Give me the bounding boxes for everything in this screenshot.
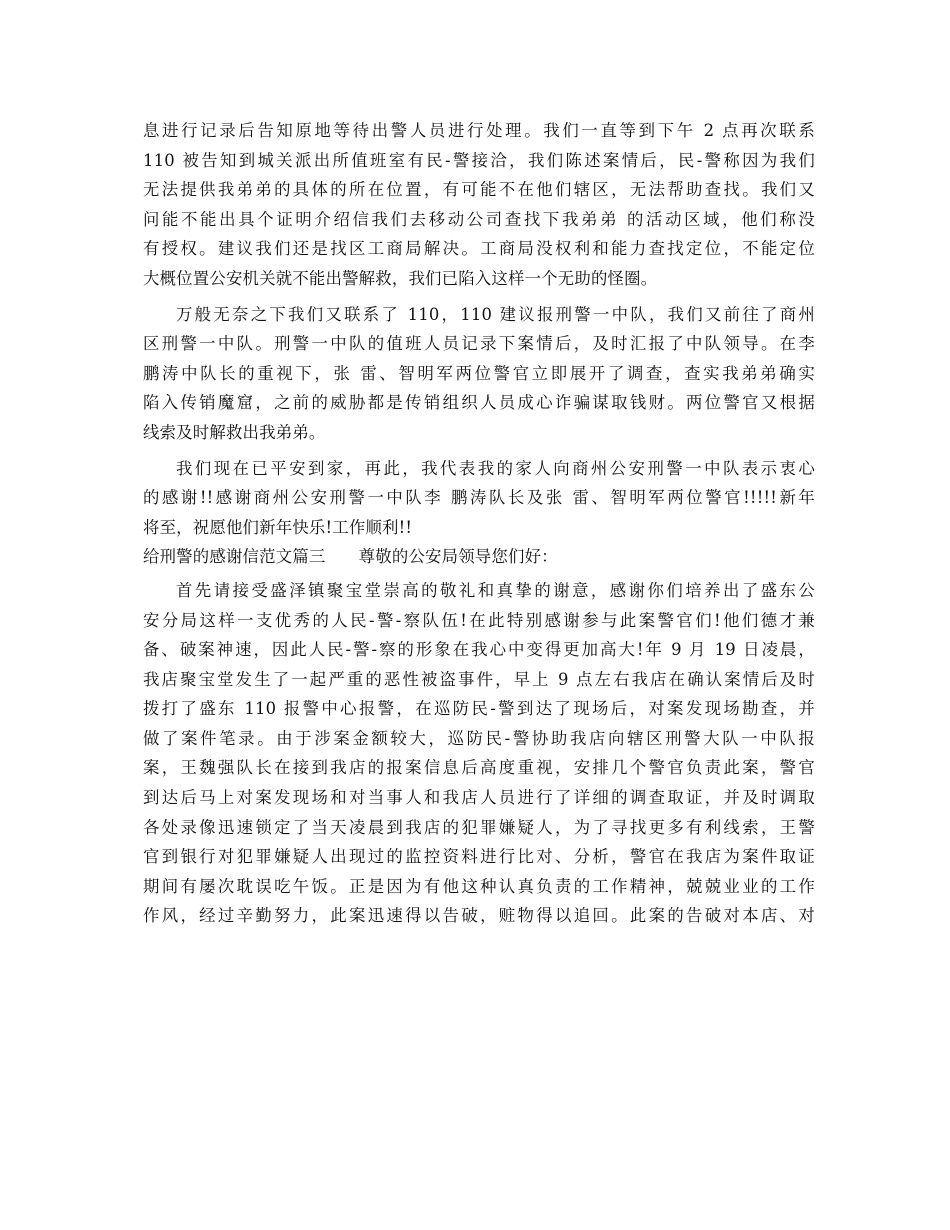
text-line: 我们现在已平安到家，再此，我代表我的家人向商州公安刑警一中队表示衷心 [176,458,815,478]
paragraph-continuation [143,116,815,294]
text-line: 做了案件笔录。由于涉案金额较大，巡防民-警协助我店向辖区刑警大队一中队报 [143,728,815,748]
paragraph [143,454,815,543]
text-line: 首先请接受盛泽镇聚宝堂崇高的敬礼和真挚的谢意，感谢你们培养出了盛东公 [176,580,815,600]
paragraph [143,300,815,448]
text-line: 拨打了盛东 110 报警中心报警，在巡防民-警到达了现场后，对案发现场勘查，并 [143,699,815,719]
text-line: 万般无奈之下我们又联系了 110，110 建议报刑警一中队，我们又前往了商州 [176,304,815,324]
text-line: 区刑警一中队。刑警一中队的值班人员记录下案情后，及时汇报了中队领导。在李 [143,334,815,354]
text-line: 到达后马上对案发现场和对当事人和我店人员进行了详细的调查取证，并及时调取 [143,788,815,808]
text-line: 的感谢!!感谢商州公安刑警一中队李 鹏涛队长及张 雷、智明军两位警官!!!!!新年 [143,488,815,508]
text-line: 安分局这样一支优秀的人民-警-察队伍!在此特别感谢参与此案警官们!他们德才兼 [143,610,815,630]
text-line: 案，王魏强队长在接到我店的报案信息后高度重视，安排几个警官负责此案，警官 [143,758,815,778]
text-line: 110 被告知到城关派出所值班室有民-警接洽，我们陈述案情后，民-警称因为我们 [143,150,815,170]
text-line: 将至，祝愿他们新年快乐!工作顺利!! [143,517,413,537]
text-line: 线索及时解救出我弟弟。 [143,422,326,442]
text-line: 陷入传销魔窟，之前的威胁都是传销组织人员成心诈骗谋取钱财。两位警官又根据 [143,393,815,413]
text-line: 官到银行对犯罪嫌疑人出现过的监控资料进行比对、分析，警官在我店为案件取证 [143,847,815,867]
paragraph [143,576,815,931]
text-line: 备、破案神速，因此人民-警-察的形象在我心中变得更加高大!年 9 月 19 日凌晨， [143,640,815,660]
text-line: 大概位置公安机关就不能出警解救，我们已陷入这样一个无助的怪圈。 [143,268,658,288]
text-line: 息进行记录后告知原地等待出警人员进行处理。我们一直等到下午 2 点再次联系 [143,121,815,140]
text-line: 鹏涛中队长的重视下，张 雷、智明军两位警官立即展开了调查，查实我弟弟确实 [143,363,815,383]
heading-line: 给刑警的感谢信范文篇三 尊敬的公安局领导您们好： [143,547,558,567]
section-heading [143,542,815,572]
document-page [143,116,815,931]
text-line: 各处录像迅速锁定了当天凌晨到我店的犯罪嫌疑人，为了寻找更多有利线索，王警 [143,817,815,837]
text-line: 我店聚宝堂发生了一起严重的恶性被盗事件，早上 9 点左右我店在确认案情后及时 [143,669,815,689]
text-line: 无法提供我弟弟的具体的所在位置，有可能不在他们辖区，无法帮助查找。我们又 [143,180,815,200]
text-line: 有授权。建议我们还是找区工商局解决。工商局没权利和能力查找定位，不能定位 [143,239,815,259]
text-line: 问能不能出具个证明介绍信我们去移动公司查找下我弟弟 的活动区域，他们称没 [143,209,815,229]
text-line: 期间有屡次耽误吃午饭。正是因为有他这种认真负责的工作精神，兢兢业业的工作 [143,876,815,896]
text-line: 作风，经过辛勤努力，此案迅速得以告破，赃物得以追回。此案的告破对本店、对 [143,906,815,926]
